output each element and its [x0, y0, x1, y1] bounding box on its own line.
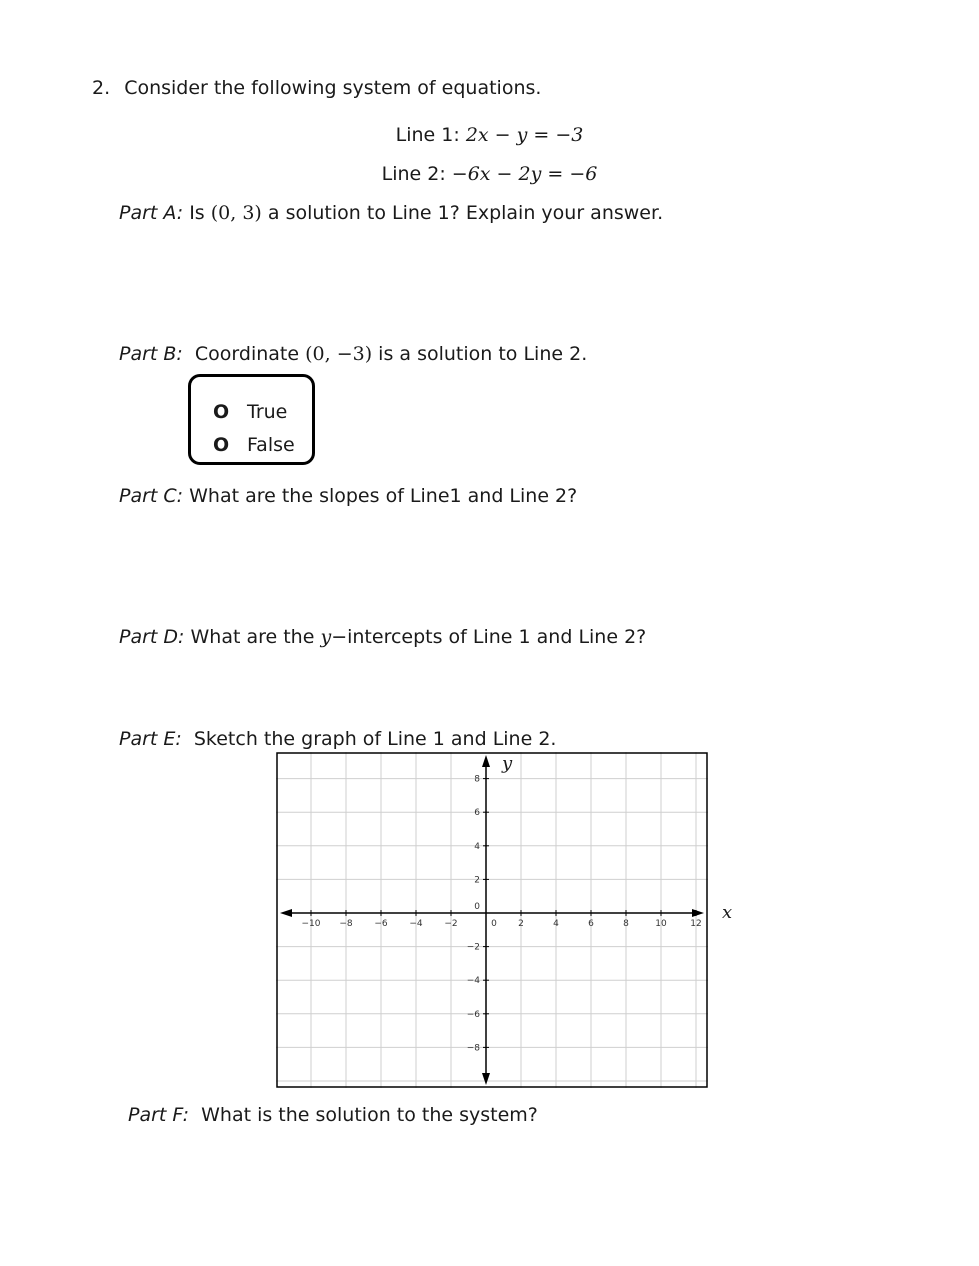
- x-tick-label: 8: [623, 919, 629, 929]
- y-tick-label: 2: [474, 875, 480, 886]
- y-axis-label: y: [502, 753, 513, 774]
- equation-line-2: [0, 165, 979, 184]
- part-e-text: Sketch the graph of Line 1 and Line 2.: [193, 728, 557, 750]
- part-c-label: Part C:: [119, 485, 184, 507]
- choice-true[interactable]: [213, 401, 287, 423]
- part-f-label: Part F:: [128, 1104, 190, 1126]
- question-prompt: Consider the following system of equations.: [124, 77, 542, 99]
- part-d-text-after: −intercepts of Line 1 and Line 2?: [331, 626, 647, 648]
- x-tick-label: −4: [409, 919, 423, 929]
- x-tick-label: 0: [491, 919, 497, 929]
- part-a-label: Part A:: [119, 202, 184, 224]
- part-a-text-after: a solution to Line 1? Explain your answer.: [267, 202, 664, 224]
- x-tick-label: 2: [518, 919, 524, 929]
- line2-equation: −6x − 2y = −6: [451, 163, 598, 185]
- equation-line-1: [0, 126, 979, 145]
- y-axis-up-arrow-icon: [482, 755, 490, 767]
- part-d-label: Part D:: [119, 626, 185, 648]
- part-a: [119, 204, 663, 223]
- part-c-text: What are the slopes of Line1 and Line 2?: [189, 485, 578, 507]
- part-b: [119, 345, 587, 364]
- part-c: [119, 487, 577, 506]
- x-tick-label: −2: [444, 919, 458, 929]
- x-tick-label: 12: [690, 919, 702, 929]
- part-d: [119, 628, 646, 647]
- choice-true-label: True: [247, 401, 288, 423]
- part-a-coordinate: (0, 3): [210, 202, 262, 224]
- part-e: [119, 730, 556, 749]
- part-a-text-before: Is: [189, 202, 205, 224]
- choice-false[interactable]: [213, 434, 295, 456]
- part-f-text: What is the solution to the system?: [201, 1104, 538, 1126]
- part-b-coordinate: (0, −3): [305, 343, 373, 365]
- part-e-label: Part E:: [119, 728, 182, 750]
- y-tick-label: −6: [466, 1009, 480, 1020]
- part-d-text-before: What are the: [190, 626, 315, 648]
- x-axis-label: x: [722, 902, 733, 923]
- question-number: 2.: [92, 77, 111, 99]
- y-tick-label: −2: [466, 942, 480, 953]
- y-axis-down-arrow-icon: [482, 1073, 490, 1085]
- x-tick-label: 10: [655, 919, 667, 929]
- x-tick-label: −10: [301, 919, 321, 929]
- y-tick-label: −8: [466, 1043, 480, 1054]
- origin-label: 0: [474, 902, 480, 912]
- true-false-choice-box: [188, 374, 315, 465]
- x-axis-left-arrow-icon: [280, 909, 292, 917]
- x-tick-label: −8: [339, 919, 353, 929]
- y-tick-label: 4: [474, 841, 480, 852]
- x-tick-label: 4: [553, 919, 559, 929]
- line1-equation: 2x − y = −3: [465, 124, 584, 146]
- y-tick-label: 6: [474, 808, 480, 819]
- part-f: [128, 1106, 538, 1125]
- y-tick-label: −4: [466, 976, 480, 987]
- choice-false-label: False: [247, 434, 295, 456]
- radio-circle-icon[interactable]: O: [213, 434, 230, 456]
- part-b-label: Part B:: [119, 343, 183, 365]
- x-tick-label: 6: [588, 919, 594, 929]
- tick-labels: [302, 775, 702, 1054]
- x-axis-right-arrow-icon: [692, 909, 704, 917]
- question-header: [92, 79, 541, 98]
- y-tick-label: 8: [474, 774, 480, 785]
- line2-label: Line 2:: [381, 163, 446, 185]
- coordinate-grid[interactable]: [276, 752, 708, 1088]
- part-d-variable: y: [320, 626, 332, 648]
- part-b-text-after: is a solution to Line 2.: [378, 343, 588, 365]
- radio-circle-icon[interactable]: O: [213, 401, 230, 423]
- line1-label: Line 1:: [395, 124, 460, 146]
- x-tick-label: −6: [374, 919, 388, 929]
- part-b-text-before: Coordinate: [194, 343, 300, 365]
